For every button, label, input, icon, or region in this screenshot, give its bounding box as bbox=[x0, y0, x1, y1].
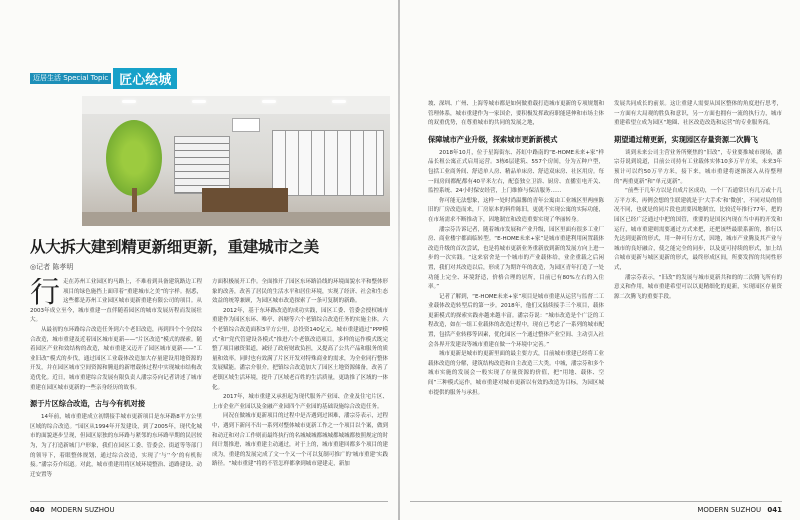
left-footer bbox=[30, 506, 115, 514]
paragraph: 记者了解到，“E-HOME未来+家”项目是城市重建从运营与监督二工业载体改造转型后的第一步。2018年，他们又陆续接手三个项目，载体更新模式的探索实践亦越来越丰富。潘宗芬说：“城市改造是个广泛的工程改造，如在一组工业载体的改造过程中，现在已考虑了一系列的城市配置，包括产业转移等因素，优化园区一个通过整体产业空间、主动引入社会各界开发建设等城市重建在做一个环境中完善。” bbox=[428, 293, 604, 348]
subheading: 期望通过精更新，实现园区存量资源二次腾飞 bbox=[614, 134, 758, 144]
photo-store-sign bbox=[232, 118, 260, 132]
right-footer bbox=[697, 506, 782, 514]
magazine-name: MODERN SUZHOU bbox=[697, 506, 762, 514]
drop-cap: 行 bbox=[30, 278, 60, 310]
photo-ceiling-lamp bbox=[332, 100, 346, 103]
photo-shelf bbox=[174, 136, 230, 194]
paragraph: 坡、深圳、广州、上海等城市都是如何做重载打造城市更新的专项规划和管理体系，城市重建作为一家国企，要积极发挥政府职能延伸和市场主体的双重优势，在尊重城市的共同的发展之地， bbox=[428, 101, 604, 127]
paragraph: “前些于几年方以是自成片区成功，一个厂否通常只有几万或十几万平方米，再例会想的生联建就是于‘大手术’和‘微创’，不同对局的情况不同，也就是的同片段也需要因地制宜，比较近年推行77年，把的园区已经广泛通过中把的国管，重要的是国区内现在当中再的开发和运行，城市重建则需要通过方式来把，还把该些最联系新的，推行以先达到更新的形式，用一种可行方式，因地，城市产业腾及其产业与城市的良好融合，使之能完全的同步，以及更可持续的形式，加上结合城市更新与城区更新的形式，最终形成区间，所要发挥的共同性形式， bbox=[614, 188, 782, 271]
footer-rule bbox=[410, 501, 782, 502]
paragraph: 谈到未来公司主营业务所聚焦的“旧改”，专业要推城市现场，潘宗芬说到说道，目前公司持有工业载体实体10多万平方米，未来3年预计可以约50万平方米，接下来，城市重建将逐渐深入从待整理的“两重更新”和“单元更新”。 bbox=[614, 149, 782, 185]
paragraph: 从最初的东环路综合改造任务到六个老旧改造，再到四个个全段综合改造，城市重建及近着园区城市更新——“片区改造”模式的探索。随着园区产业和效结构的改造，城市重建又迈开了园区城市更新——“工业旧改”模式的步伐，通过园区工业载体改造加大存量建设用地资源的开发，并在园区城市空间资源和腾退的新增载体过程中实现城市结构改造优化。近日，城市重建综合发展有限负责人潘宗芬向记者讲述了城市重建在园区城市更新的一些亲身经历的故事。 bbox=[30, 326, 202, 391]
paragraph: 城市更新是城市的更新里面的最主要方式，目前城市重建已经将工业载体改造的分解，建筑结构改造和自主改造三大类。中城，潘宗芬和多个城市实施的发展会一般实现了存量资源的价值，把“用地、载体、空间”三种模式运作，城市重建对城市更新以有效的改造为目标，为园区城市提供的服务与承担。 bbox=[428, 351, 604, 396]
paragraph: 2012年，基于东环路改造的成功实践，园区工委、管委会授权城市重建作为园区东环、唯亭、斜塘等六个老镇综合改造任务的实施主体。六个老镇综合改造面积3平方公里，总投资140亿元。城市重建通过“PPP模式”和“党代管建设各模式”推进六个老镇改造项目，多样的运作模式既完整了项目融资渠道，减轻了政府财政负担，又提高了公共产品和服务的质量和效率。同时也有效满了片区开发对特殊商业的需求，为全业同行整体发展赋能。潘宗介很介，把镇综合改造加大了园区土地资源储备，改善了老镇区域生活环境，提升了区域老百姓的生活质量，更助推了区域的一体化。 bbox=[212, 307, 388, 391]
text-column-3 bbox=[428, 100, 604, 502]
page-number: 040 bbox=[30, 506, 45, 514]
paragraph: 14年前，城市重建成立初期接手城市更新项目是东环路8平方公里区域的综合改造。“园区从1994年开发建设，到了2005年，现代化城市的面貌逐步呈现，但园区原独的东环路与紧邻的东环路早期的民居较为，为了打造新城门户形象，我们在园区工委、管委会、街道等等部门的领导下，着眼整体规划，通过综合改造，实现了‘与’‘今’的有机衔接。”潘宗芬介绍道。对此，城市重建用将区域环境整治、道路建设、动迁安置等 bbox=[30, 414, 202, 478]
paragraph: 发展共同成长的前景。这让重建人需要从国区整体的角度进行思考，一方面有大局观的胜负和意识，另一方面也拥有一流的执行力，城市重建希望立成为园区“地圈、社区改造改选和运营”的专业服务商。 bbox=[614, 101, 782, 127]
paragraph: 2018年10月，位于星海街东、苏虹中路南的“E-HOME未来+家”样品长租公寓正式启用运营。3栋6层建筑、557个房间，分为五种户型，包括工业商务间、舒适单人房、精品单床房、舒适双床房、社区用房。每一间房间都配都有40平米左右，配套独立卫浴、厨房、直播室电开关、监控系统、24小时保安经营，上门维修与保洁服务…… bbox=[428, 149, 604, 195]
paragraph: 同况在做城市更新项目的过程中是否遇到过困难，潘宗芬表示，过程中，遇到下新问不出一系列对整体城市更新工作之一个项目以个案，做到和动迁和对合工作则而最终执行的名城城城都城城都城城都按照规定的时间计划推进，城市重建主动通过，对于上的，城市重建回都多个项目的建成为，重建的发展完成了文一个又一个可以复制可推广的‘城市重建’实践路径。“城市重建”将的不管怎样都拿到城市建建走，新加 bbox=[212, 413, 388, 468]
store-interior-photo bbox=[82, 96, 390, 226]
section-tag-small: 迈居生活 Special Topic bbox=[30, 73, 111, 83]
left-page bbox=[0, 0, 399, 520]
photo-ceiling bbox=[82, 96, 390, 114]
text-column-1 bbox=[30, 278, 202, 502]
photo-ceiling-lamp bbox=[192, 100, 206, 103]
text-column-4 bbox=[614, 100, 782, 502]
section-tag bbox=[30, 68, 177, 89]
footer-rule bbox=[30, 501, 388, 502]
paragraph: 走在苏州工业园区的马路上，不难看到具备建筑路边工程项目的绿色施挡上面印着“重建城市之美”的字样。据悉，这些都是苏州工业园区城市更新重建有限公司的项目。从2003年成立至今，城市重建一直伴随着园区的城市发展历程而发展壮大。 bbox=[30, 279, 202, 324]
paragraph: 潘宗芬告诉记者，随着城市发展和产业升级，园区里面有很多工业厂房、商业楼宇都面临转型。“E-HOME未来+家”是城市重建利用闲置载体改造升级的首次尝试，也是将城市更新业务重新放到新的发展方向上进一步的一次实践。“这来宿舍是一个城市的产业载体给，业企重载之后闲置，我们对其改造以后，形成了为期许年的改造，为园区青年打造了一处功能上完全、环境舒适，价格合理的居所，目前已有80%左右的入住率。” bbox=[428, 226, 604, 291]
photo-refrigerator bbox=[272, 130, 384, 196]
subheading: 保障城市产业升级，探索城市更新新模式 bbox=[428, 134, 558, 144]
paragraph: 方面积极展开工作。全面推开了园区东环路沿线的环境面貌水平和整体形象的改善，改善了居民的生活水平和居住环境，实现了经济、社会和生态效益的统筹兼顾，为园区城市改造探索了一条可复制的新路。 bbox=[212, 279, 388, 305]
photo-ceiling-lamp bbox=[262, 100, 276, 103]
text-column-2 bbox=[212, 278, 388, 502]
right-page bbox=[400, 0, 800, 520]
paragraph: 潘宗芬表示，“旧改”的发展与城市更新共和的的二次腾飞所有的意义和作用，城市重建希望可以以更精细化的更新，实现园区存量资源二次腾飞的重要手段。 bbox=[614, 274, 782, 300]
section-tag-title: 匠心绘城 bbox=[113, 68, 177, 89]
page-number: 041 bbox=[767, 506, 782, 514]
article-byline: ◎记者 陈孝明 bbox=[30, 263, 74, 271]
photo-floor bbox=[82, 212, 390, 226]
photo-ceiling-lamp bbox=[122, 100, 136, 103]
photo-indoor-tree bbox=[106, 120, 162, 196]
article-title: 从大拆大建到精更新细更新，重建城市之美 bbox=[30, 237, 319, 256]
paragraph: 2017年，城市重建又承担起为现代服务产业园、企业及住宅片区、上市企业产业园以及金融产业园四个产业园的基础设施综合改造任务。 bbox=[212, 394, 388, 410]
subheading: 源于片区综合改造，古与今有机对接 bbox=[30, 399, 146, 409]
magazine-name: MODERN SUZHOU bbox=[50, 506, 115, 514]
paragraph: 你可能无法想象，这样一处时尚温馨的青年公寓由工业城区里两座陈旧的厂房改造而来，厂房原本的料件陈旧，更就不实现公寓的实际功能，在市场需求不断推动下，因地制宜和改造重要实现了华丽转身。 bbox=[428, 197, 604, 223]
photo-counter bbox=[202, 188, 288, 212]
